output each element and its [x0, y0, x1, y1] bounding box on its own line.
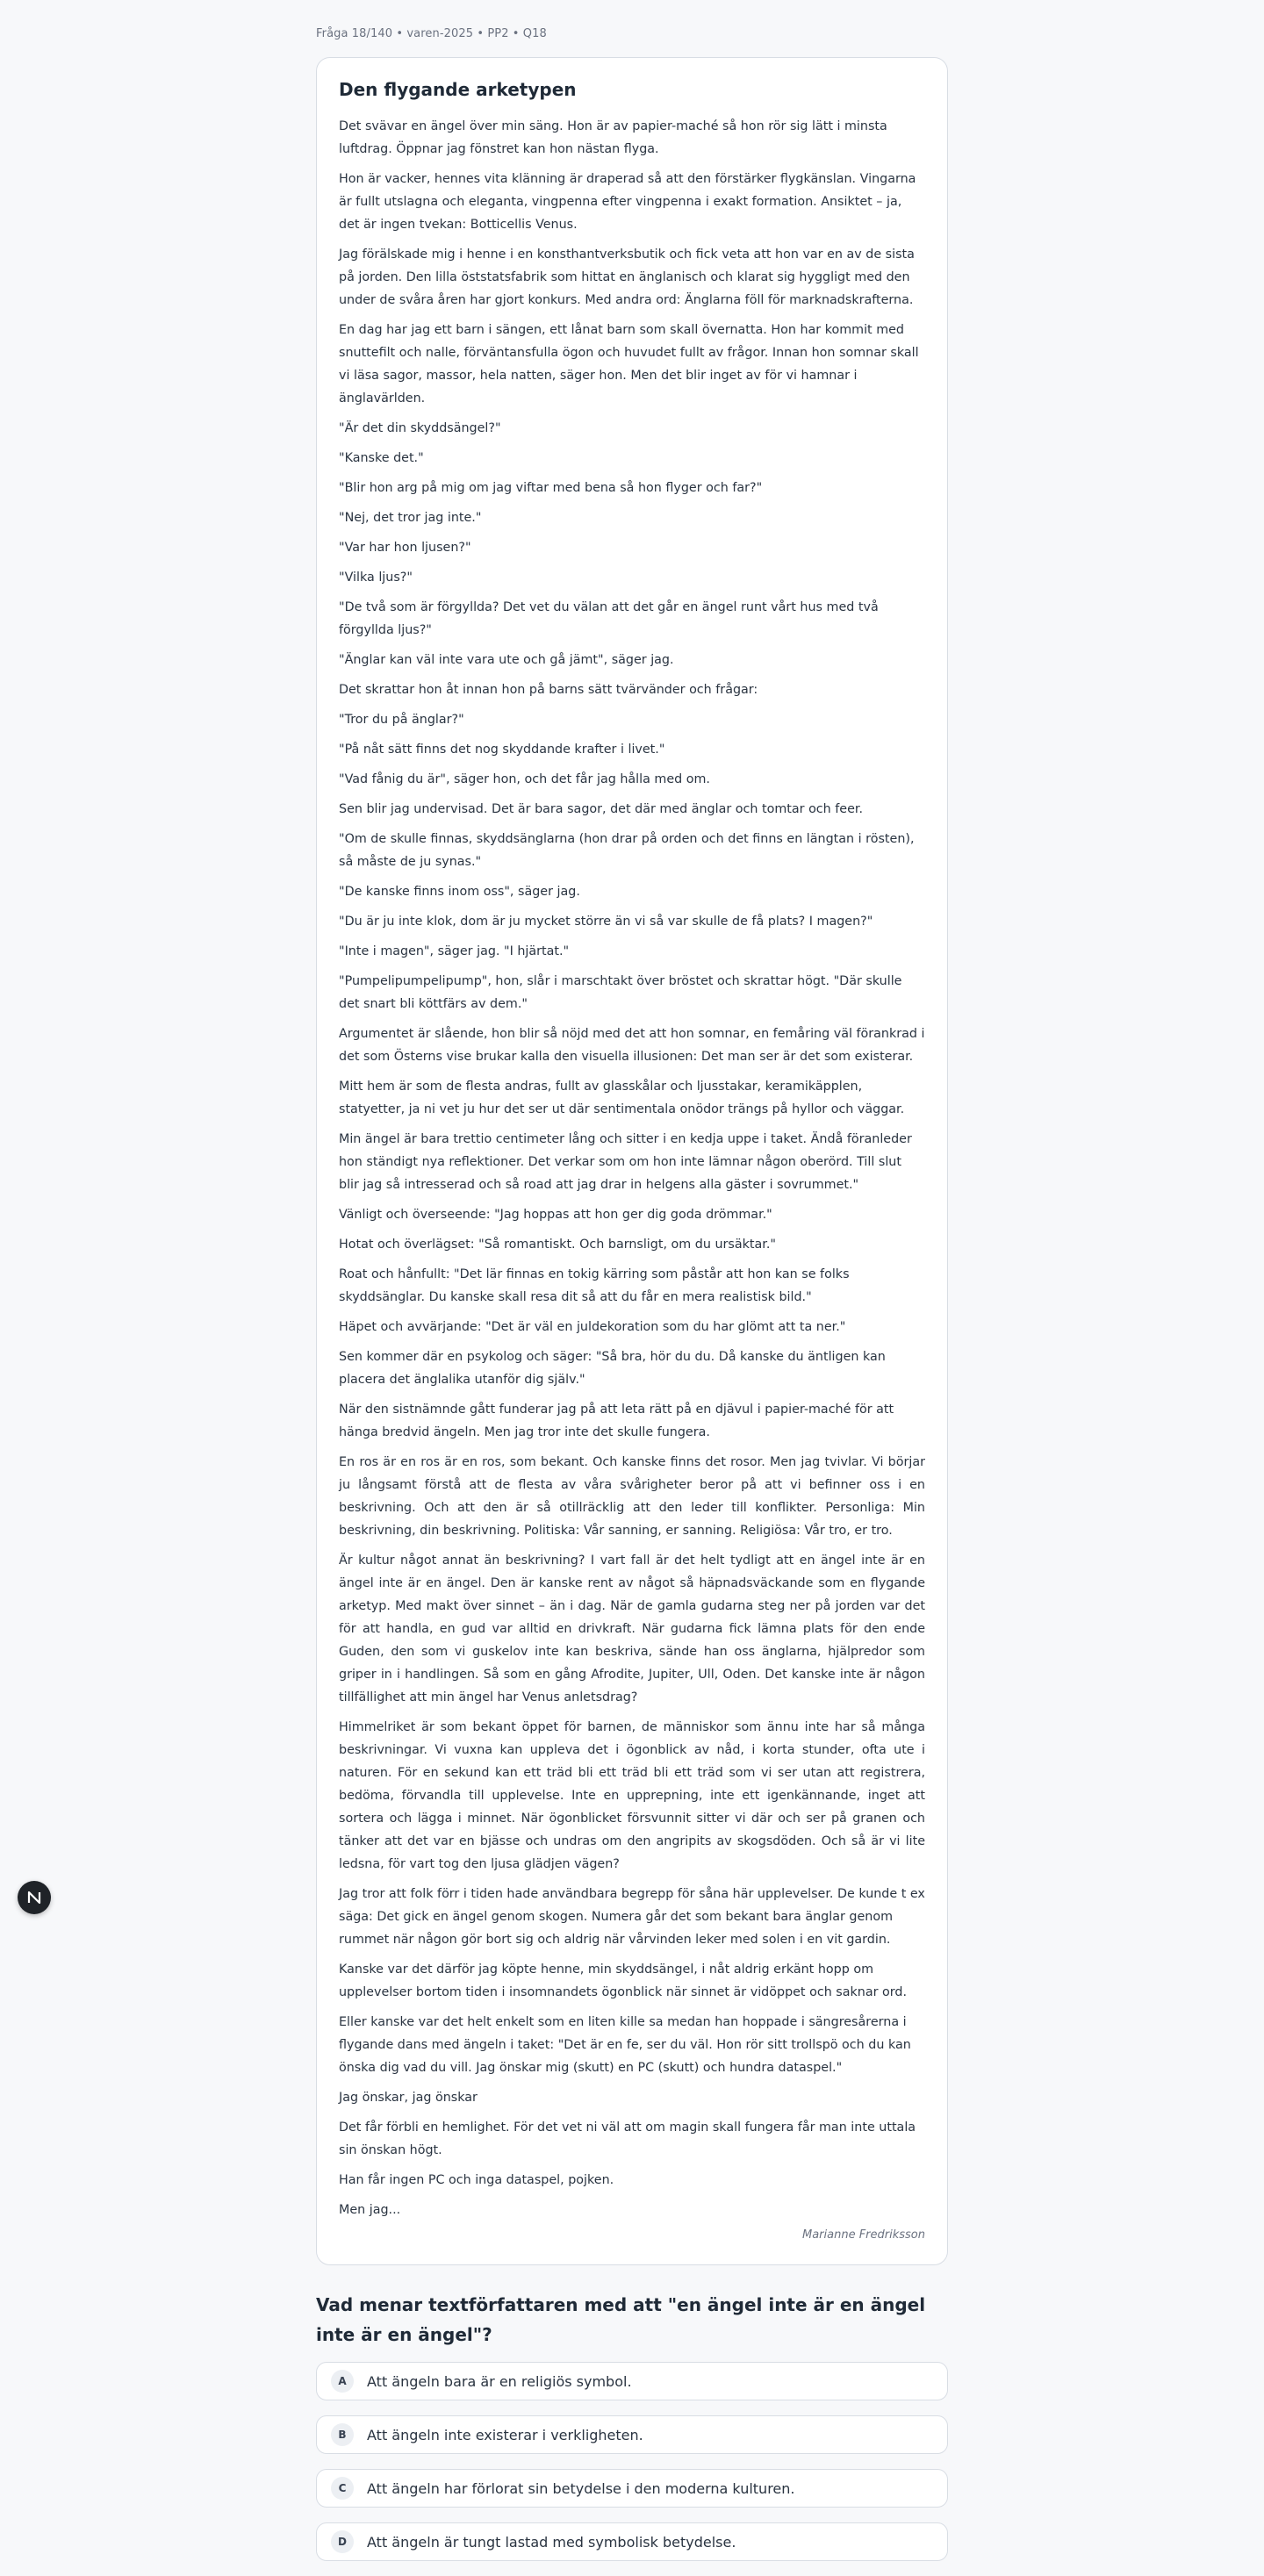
- passage-paragraph: Eller kanske var det helt enkelt som en liten kille sa medan han hoppade i sängresårerna i flygande dans med ängeln i taket: "Det är en fe, ser du väl. Hon rör sitt trollspö och du kan önska dig vad du vill. Jag önskar mig (skutt) en PC (skutt) och hundra dataspel.": [339, 2015, 911, 2075]
- passage-paragraph: Jag förälskade mig i henne i en konsthantverksbutik och fick veta att hon var en av de sista på jorden. Den lilla öststatsfabrik som hittat en änglanisch och klarat sig hyggligt med den under de svåra åren har gjort konkurs. Med andra ord: Änglarna föll för marknadskrafterna.: [339, 248, 915, 307]
- passage-paragraph: Vänligt och överseende: "Jag hoppas att hon ger dig goda drömmar.": [339, 1208, 772, 1222]
- passage-paragraph: "Om de skulle finnas, skyddsänglarna (hon drar på orden och det finns en längtan i rösten), så måste de ju synas.": [339, 832, 915, 869]
- option-letter-badge: C: [331, 2477, 354, 2500]
- passage-paragraph: Häpet och avvärjande: "Det är väl en juldekoration som du har glömt att ta ner.": [339, 1320, 846, 1334]
- passage-paragraph: "Tror du på änglar?": [339, 713, 464, 727]
- passage-paragraph: Sen kommer där en psykolog och säger: "Så bra, hör du du. Då kanske du äntligen kan placera det änglalika utanför dig själv.": [339, 1350, 886, 1387]
- passage-author: Marianne Fredriksson: [801, 2228, 925, 2242]
- passage-paragraph: När den sistnämnde gått funderar jag på att leta rätt på en djävul i papier-maché för att hänga bredvid ängeln. Men jag tror inte det skulle fungera.: [339, 1403, 894, 1439]
- option-text: Att ängeln är tungt lastad med symbolisk betydelse.: [367, 2533, 736, 2551]
- option-letter-badge: D: [331, 2530, 354, 2553]
- question-text: Vad menar textförfattaren med att "en ängel inte är en ängel inte är en ängel"?: [316, 2294, 926, 2345]
- passage-paragraph: Sen blir jag undervisad. Det är bara sagor, det där med änglar och tomtar och feer.: [339, 802, 864, 816]
- passage-paragraph: "Vad fånig du är", säger hon, och det får jag hålla med om.: [339, 772, 710, 786]
- passage-paragraph: "Blir hon arg på mig om jag viftar med bena så hon flyger och far?": [339, 481, 763, 495]
- passage-paragraph: Roat och hånfullt: "Det lär finnas en tokig kärring som påstår att hon kan se folks skyddsänglar. Du kanske skall resa dit så att du får en mera realistisk bild.": [339, 1267, 850, 1304]
- passage-card: [316, 57, 948, 2265]
- passage-paragraph: Hon är vacker, hennes vita klänning är draperad så att den förstärker flygkänslan. Vingarna är fullt utslagna och eleganta, vingpenna efter vingpenna i exakt formation. Ansiktet – ja, det är ingen tvekan: Botticellis Venus.: [339, 172, 916, 232]
- passage-paragraph: "Vilka ljus?": [339, 570, 413, 585]
- answer-option-d[interactable]: [316, 2522, 948, 2561]
- passage-paragraph: Det skrattar hon åt innan hon på barns sätt tvärvänder och frågar:: [339, 683, 758, 697]
- passage-paragraph: "De två som är förgyllda? Det vet du välan att det går en ängel runt vårt hus med två förgyllda ljus?": [339, 600, 879, 637]
- passage-paragraph: Jag önskar, jag önskar: [339, 2091, 478, 2105]
- passage-paragraph: "Kanske det.": [339, 451, 424, 465]
- passage-paragraph: "Pumpelipumpelipump", hon, slår i marschtakt över bröstet och skrattar högt. "Där skulle det snart bli köttfärs av dem.": [339, 974, 902, 1011]
- passage-paragraph: "Inte i magen", säger jag. "I hjärtat.": [339, 944, 570, 958]
- n-logo-icon: [26, 1890, 42, 1905]
- option-text: Att ängeln har förlorat sin betydelse i den moderna kulturen.: [367, 2479, 795, 2497]
- passage-paragraph: En dag har jag ett barn i sängen, ett lånat barn som skall övernatta. Hon har kommit med snuttefilt och nalle, förväntansfulla ögon och huvudet fullt av frågor. Innan hon somnar skall vi läsa sagor, massor, hela natten, säger hon. Men det blir inget av för vi hamnar i änglavärlden.: [339, 323, 919, 405]
- passage-paragraph: Hotat och överlägset: "Så romantiskt. Och barnsligt, om du ursäktar.": [339, 1238, 776, 1252]
- option-text: Att ängeln inte existerar i verkligheten.: [367, 2426, 643, 2443]
- passage-paragraph: Men jag...: [339, 2203, 401, 2217]
- passage-title: Den flygande arketypen: [339, 79, 577, 100]
- passage-paragraph: "Är det din skyddsängel?": [339, 421, 501, 435]
- passage-paragraph: Himmelriket är som bekant öppet för barnen, de människor som ännu inte har så många beskrivningar. Vi vuxna kan uppleva det i ögonblick av nåd, i korta stunder, ofta ute i naturen. För en sekund kan ett träd bli ett träd bli ett träd som vi ser utan att registrera, bedöma, förvandla till upplevelse. Inte en upprepning, inte ett igenkännande, inget att sortera och lägga i minnet. När ögonblicket försvunnit sitter vi där och ser på granen och tänker att det var en bjässe och undras om den angripits av skogsdöden. Och så är vi lite ledsna, för vart tog den ljusa glädjen vägen?: [339, 1720, 925, 1871]
- passage-paragraph: "Änglar kan väl inte vara ute och gå jämt", säger jag.: [339, 653, 674, 667]
- passage-paragraph: "Var har hon ljusen?": [339, 541, 471, 555]
- option-letter-badge: B: [331, 2423, 354, 2446]
- passage-paragraph: "Nej, det tror jag inte.": [339, 511, 482, 525]
- passage-paragraph: En ros är en ros är en ros, som bekant. Och kanske finns det rosor. Men jag tvivlar. Vi börjar ju långsamt förstå att de flesta av våra svårigheter beror på att vi befinner oss i en beskrivning. Och att den är så otillräcklig att den leder till konflikter. Personliga: Min beskrivning, din beskrivning. Politiska: Vår sanning, er sanning. Religiösa: Vår tro, er tro.: [339, 1455, 925, 1538]
- passage-paragraph: Mitt hem är som de flesta andras, fullt av glasskålar och ljusstakar, keramikäpplen, statyetter, ja ni vet ju hur det ser ut där sentimentala onödor trängs på hyllor och väggar.: [339, 1080, 905, 1116]
- passage-paragraph: Det får förbli en hemlighet. För det vet ni väl att om magin skall fungera får man inte uttala sin önskan högt.: [339, 2120, 916, 2157]
- passage-body: [339, 115, 925, 2221]
- option-letter-badge: A: [331, 2370, 354, 2393]
- main-content: [316, 0, 948, 2576]
- passage-paragraph: Kanske var det därför jag köpte henne, min skyddsängel, i nåt aldrig erkänt hopp om upplevelser bortom tiden i insomnandets ögonblick när sinnet är vidöppet och saknar ord.: [339, 1962, 908, 1999]
- answer-option-b[interactable]: [316, 2415, 948, 2454]
- answer-options: [316, 2362, 948, 2561]
- passage-paragraph: Det svävar en ängel över min säng. Hon är av papier-maché så hon rör sig lätt i minsta luftdrag. Öppnar jag fönstret kan hon nästan flyga.: [339, 119, 887, 156]
- answer-option-a[interactable]: [316, 2362, 948, 2400]
- passage-paragraph: Min ängel är bara trettio centimeter lång och sitter i en kedja uppe i taket. Ändå föranleder hon ständigt nya reflektioner. Det verkar som om hon inte lämnar någon oberörd. Till slut blir jag så intresserad och så road att jag drar in helgens alla gäster i sovrummet.": [339, 1132, 912, 1192]
- passage-paragraph: Argumentet är slående, hon blir så nöjd med det att hon somnar, en femåring väl förankrad i det som Österns vise brukar kalla den visuella illusionen: Det man ser är det som existerar.: [339, 1027, 925, 1064]
- answer-option-c[interactable]: [316, 2469, 948, 2508]
- passage-paragraph: Är kultur något annat än beskrivning? I vart fall är det helt tydligt att en ängel inte är en ängel inte är en ängel. Den är kanske rent av något så häpnadsväckande som en flygande arketyp. Med makt över sinnet – än i dag. När de gamla gudarna steg ner på jorden var det för att handla, en gud var alltid en drivkraft. När gudarna fick lämna plats för den ende Guden, den som vi guskelov inte kan beskriva, sände han oss änglarna, hjälpredor som griper in i handlingen. Så som en gång Afrodite, Jupiter, Ull, Oden. Det kanske inte är någon tillfällighet att min ängel har Venus anletsdrag?: [339, 1553, 925, 1704]
- option-text: Att ängeln bara är en religiös symbol.: [367, 2372, 632, 2390]
- passage-paragraph: "Du är ju inte klok, dom är ju mycket större än vi så var skulle de få plats? I magen?": [339, 915, 873, 929]
- passage-paragraph: Jag tror att folk förr i tiden hade användbara begrepp för såna här upplevelser. De kunde t ex säga: Det gick en ängel genom skogen. Numera går det som bekant bara änglar genom rummet när någon gör bort sig och aldrig när vårvinden leker med solen i en vit gardin.: [339, 1887, 925, 1947]
- assistant-button[interactable]: [18, 1881, 51, 1914]
- passage-paragraph: "På nåt sätt finns det nog skyddande krafter i livet.": [339, 743, 665, 757]
- passage-paragraph: "De kanske finns inom oss", säger jag.: [339, 885, 580, 899]
- passage-paragraph: Han får ingen PC och inga dataspel, pojken.: [339, 2173, 614, 2187]
- question-meta: Fråga 18/140 • varen-2025 • PP2 • Q18: [316, 27, 547, 40]
